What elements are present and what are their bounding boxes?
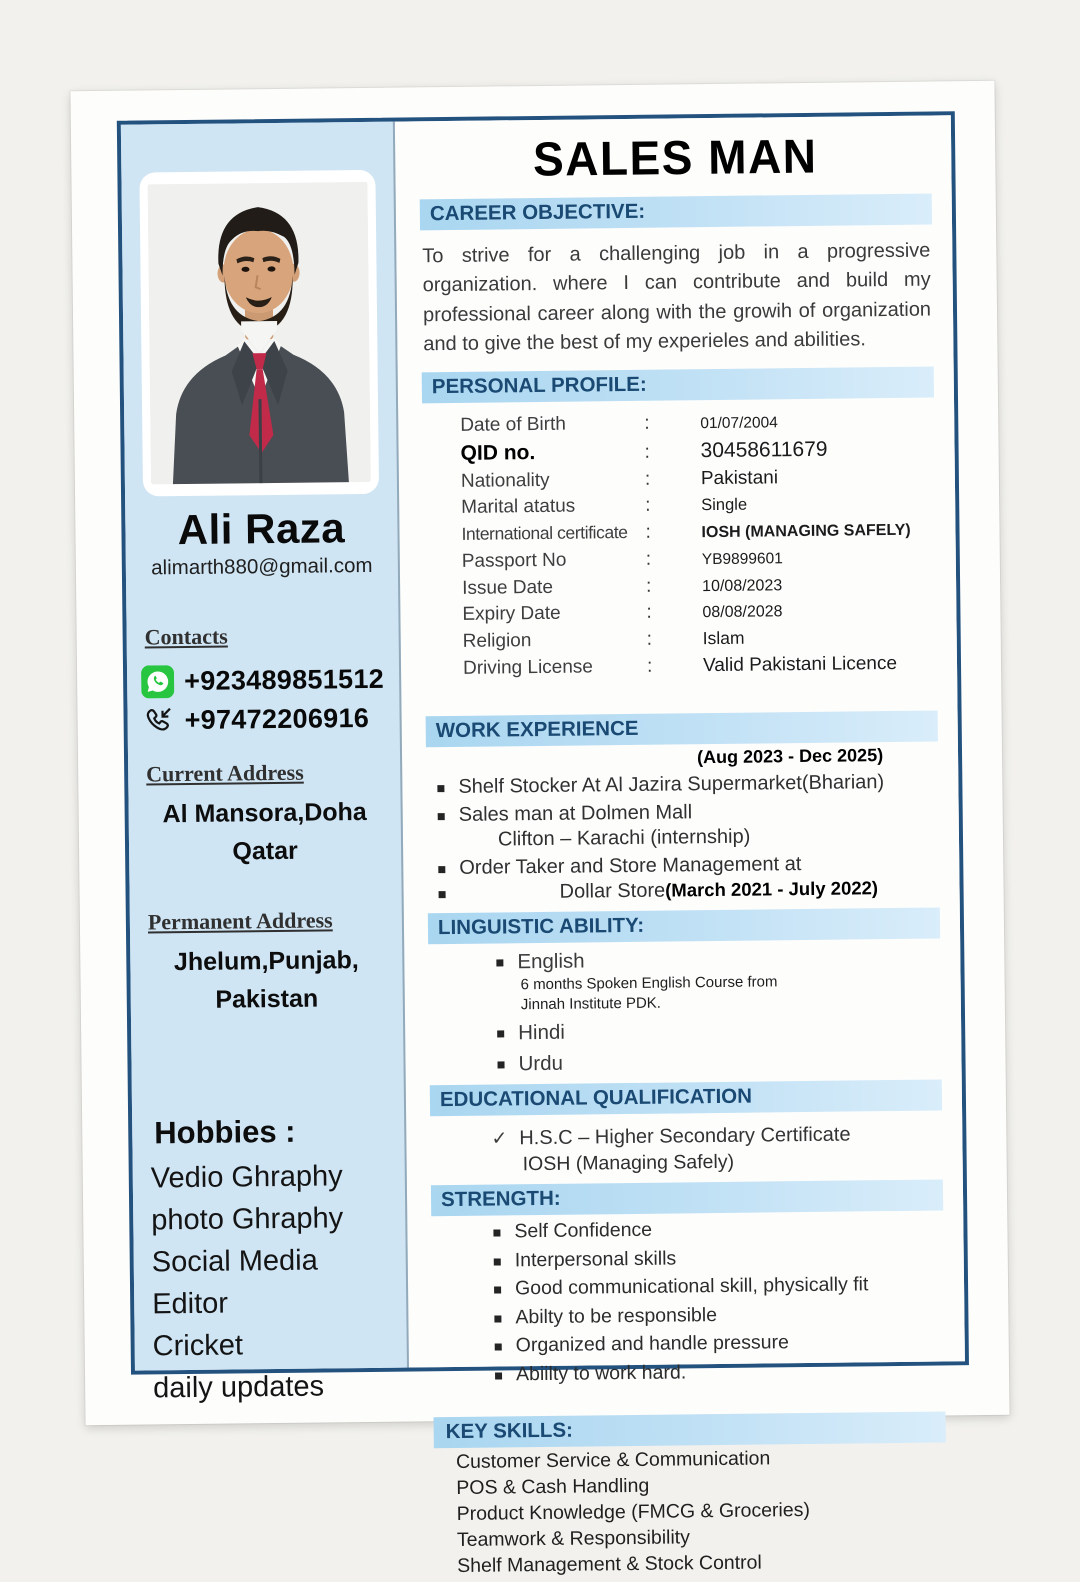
work-item-date: (March 2021 - July 2022) [665, 877, 879, 901]
work-item-subtext: Clifton – Karachi (internship) [497, 825, 751, 851]
key-skill-item: Teamwork & Responsibility [456, 1526, 691, 1552]
section-heading-work-experience: WORK EXPERIENCE [426, 711, 938, 748]
profile-value: Single [701, 495, 748, 515]
key-skill-item: Customer Service & Communication [455, 1447, 771, 1474]
language-item [429, 1016, 941, 1046]
bullet-icon [494, 1287, 501, 1294]
hobby-item: Cricket [152, 1329, 244, 1363]
strength-item [433, 1330, 945, 1359]
phone-number: +97472206916 [184, 702, 370, 736]
strength-text: Abilty to be responsible [515, 1303, 718, 1329]
profile-value: YB9899601 [701, 550, 783, 569]
profile-value: 30458611679 [700, 437, 828, 462]
key-skill-item: Product Knowledge (FMCG & Groceries) [456, 1499, 811, 1526]
profile-colon: : [645, 495, 651, 517]
current-address-line: Al Mansora,Doha [162, 797, 367, 829]
section-heading-strength: STRENGTH: [431, 1179, 943, 1216]
profile-label: International certificate [461, 522, 628, 544]
phone-icon [141, 704, 174, 737]
candidate-email: alimarth880@gmail.com [151, 553, 373, 580]
language-note: 6 months Spoken English Course from Jinnah Institute PDK. [520, 973, 778, 1013]
personal-profile-table [422, 407, 937, 683]
current-address [128, 794, 401, 872]
profile-label: Marital atatus [461, 495, 576, 519]
key-skill-item: POS & Cash Handling [456, 1474, 650, 1500]
profile-photo [139, 170, 379, 497]
portrait-illustration [147, 178, 370, 488]
strength-text: Good communicational skill, physically fit [514, 1273, 869, 1300]
hobby-item: Editor [152, 1287, 229, 1321]
education-text: H.S.C – Higher Secondary Certificate [519, 1123, 851, 1150]
strength-text: Organized and handle pressure [515, 1331, 790, 1357]
profile-colon: : [646, 655, 653, 677]
main-column [395, 115, 965, 1577]
strength-item [432, 1273, 944, 1302]
permanent-address-heading: Permanent Address [147, 907, 333, 935]
bullet-icon [495, 1372, 502, 1379]
profile-label: Date of Birth [460, 413, 566, 436]
profile-colon: : [644, 468, 651, 490]
strength-text: Abiilty to work hard. [515, 1361, 687, 1386]
bullet-icon [439, 891, 446, 898]
hobbies-heading: Hobbies : [154, 1113, 296, 1151]
whatsapp-number: +923489851512 [183, 663, 385, 697]
profile-value: 01/07/2004 [700, 414, 778, 433]
profile-label: QID no. [460, 440, 536, 465]
language-name: Hindi [518, 1020, 566, 1045]
profile-label: Driving License [462, 656, 594, 679]
profile-colon: : [645, 548, 652, 570]
work-item [427, 852, 939, 881]
education-text: IOSH (Managing Safely) [522, 1150, 735, 1175]
language-name: English [517, 949, 585, 974]
bullet-icon [497, 1030, 504, 1037]
profile-colon: : [646, 602, 652, 624]
hobby-item: Vedio Ghraphy [150, 1160, 343, 1195]
cv-page [70, 81, 1009, 1577]
sidebar [121, 122, 409, 1405]
work-date-note: (Aug 2023 - Dec 2025) [696, 745, 884, 768]
bullet-icon [497, 1061, 504, 1068]
profile-colon: : [644, 441, 650, 463]
profile-label: Religion [462, 630, 532, 653]
profile-label: Passport No [461, 549, 567, 572]
candidate-name: Ali Raza [177, 504, 346, 554]
work-item-subrow [427, 877, 939, 906]
work-item-text: Shelf Stocker At Al Jazira Supermarket(Bharian) [458, 771, 885, 799]
profile-colon: : [644, 412, 650, 434]
bullet-icon [495, 1344, 502, 1351]
strength-item [433, 1358, 945, 1387]
hobby-item: Social Media [151, 1244, 318, 1279]
work-item-text: Order Taker and Store Management at [459, 853, 802, 880]
permanent-address [130, 942, 403, 1020]
profile-value: Valid Pakistani Licence [702, 652, 898, 677]
profile-value: 10/08/2023 [702, 576, 783, 595]
bullet-icon [496, 960, 503, 967]
profile-label: Nationality [460, 469, 550, 492]
strength-text: Interpersonal skills [514, 1247, 677, 1272]
work-item-subtext: Dollar Store [559, 879, 666, 904]
strength-item [432, 1244, 944, 1273]
bullet-icon [494, 1258, 501, 1265]
bullet-icon [437, 785, 444, 792]
key-skill-item: Shelf Management & Stock Control [457, 1551, 762, 1577]
profile-row [425, 650, 937, 683]
profile-label: Expiry Date [462, 603, 561, 626]
current-address-line: Qatar [232, 836, 298, 865]
language-item [428, 946, 940, 976]
hobby-item: photo Ghraphy [151, 1202, 344, 1237]
section-heading-key-skills: KEY SKILLS: [434, 1411, 946, 1448]
profile-label: Issue Date [462, 576, 554, 599]
strength-item [432, 1301, 944, 1330]
work-item [426, 771, 938, 800]
permanent-address-line: Pakistan [215, 984, 319, 1014]
bullet-icon [438, 866, 445, 873]
career-objective-text: To strive for a challenging job in a progressive organization. where I can contribute and build my professional career along with the growih of organization and to give the best of my experieles and abilities. [422, 239, 932, 356]
bullet-icon [493, 1230, 500, 1237]
hobby-item: daily updates [153, 1370, 325, 1405]
whatsapp-icon [141, 665, 174, 698]
section-heading-career-objective: CAREER OBJECTIVE: [420, 194, 932, 231]
bullet-icon [438, 813, 445, 820]
work-item-text: Sales man at Dolmen Mall [458, 801, 693, 827]
check-icon: ✓ [491, 1128, 508, 1150]
contact-row-phone [141, 702, 399, 738]
profile-colon: : [646, 628, 653, 650]
language-item [429, 1047, 941, 1077]
profile-value: 08/08/2028 [702, 603, 783, 622]
permanent-address-line: Jhelum,Punjab, [173, 946, 359, 977]
strength-item [431, 1216, 943, 1245]
language-name: Urdu [518, 1051, 564, 1076]
current-address-heading: Current Address [146, 759, 304, 787]
profile-value: IOSH (MANAGING SAFELY) [701, 521, 911, 542]
profile-colon: : [645, 521, 651, 543]
section-heading-personal-profile: PERSONAL PROFILE: [422, 366, 934, 403]
contacts-heading: Contacts [144, 623, 228, 650]
profile-colon: : [645, 575, 652, 597]
profile-value: Islam [702, 627, 745, 649]
strength-text: Self Confidence [514, 1219, 653, 1243]
work-item [427, 799, 939, 828]
profile-value: Pakistani [700, 466, 779, 489]
contact-row-whatsapp [141, 663, 399, 699]
section-heading-linguistic-ability: LINGUISTIC ABILITY: [428, 908, 940, 945]
bullet-icon [494, 1315, 501, 1322]
education-line [491, 1122, 942, 1150]
section-heading-education: EDUCATIONAL QUALIFICATION [430, 1079, 942, 1116]
page-title: SALES MAN [532, 128, 818, 187]
cv-document-frame [117, 111, 969, 1577]
